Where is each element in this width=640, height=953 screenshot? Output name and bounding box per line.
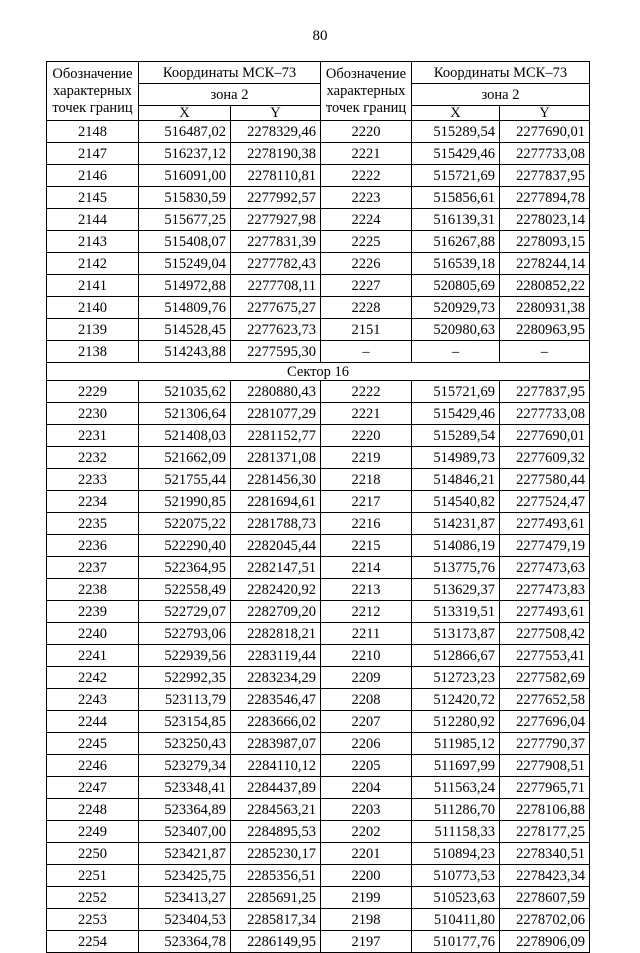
coord-y: 2278906,09 [500,931,590,953]
coord-y: 2277908,51 [500,755,590,777]
coord-x: 520929,73 [412,297,500,319]
coord-x: 523404,53 [139,909,231,931]
point-id: 2249 [47,821,139,843]
table-row [47,799,590,821]
coord-y: 2277927,98 [231,209,321,231]
point-id: 2221 [321,143,412,165]
point-id: 2221 [321,403,412,425]
table-row [47,623,590,645]
coord-x: 513173,87 [412,623,500,645]
coord-x: 511985,12 [412,733,500,755]
coord-x: 514243,88 [139,341,231,363]
coord-y: 2277473,63 [500,557,590,579]
coord-y: 2277992,57 [231,187,321,209]
coord-y: 2281694,61 [231,491,321,513]
coord-y: 2283666,02 [231,711,321,733]
coord-x: 514231,87 [412,513,500,535]
coord-y: 2277553,41 [500,645,590,667]
point-id: 2206 [321,733,412,755]
table-row [47,667,590,689]
coord-x: 520805,69 [412,275,500,297]
table-row [47,755,590,777]
point-id: 2211 [321,623,412,645]
coord-x: 514086,19 [412,535,500,557]
coord-y: 2277690,01 [500,425,590,447]
coord-x: 515249,04 [139,253,231,275]
coord-x: 522939,56 [139,645,231,667]
point-id: 2146 [47,165,139,187]
coord-x: 510773,53 [412,865,500,887]
coord-x: 510523,63 [412,887,500,909]
table-row [47,319,590,341]
point-id: 2222 [321,165,412,187]
point-id: 2212 [321,601,412,623]
table-row [47,209,590,231]
coord-y: 2278702,06 [500,909,590,931]
coord-y: 2277831,39 [231,231,321,253]
coord-x: 522793,06 [139,623,231,645]
point-id: 2224 [321,209,412,231]
table-row [47,535,590,557]
point-id: 2213 [321,579,412,601]
table-row [47,425,590,447]
point-id: 2214 [321,557,412,579]
coord-x: 513629,37 [412,579,500,601]
coord-y: 2277708,11 [231,275,321,297]
header-y: Y [231,106,321,121]
table-row [47,469,590,491]
header-y: Y [500,106,590,121]
point-id: 2247 [47,777,139,799]
coord-y: 2285691,25 [231,887,321,909]
coord-y: 2285356,51 [231,865,321,887]
coord-y: 2277508,42 [500,623,590,645]
coord-x: 512280,92 [412,711,500,733]
point-id: 2219 [321,447,412,469]
coord-x: 512723,23 [412,667,500,689]
coord-x: 511697,99 [412,755,500,777]
coord-x: 514528,45 [139,319,231,341]
coord-y: 2281788,73 [231,513,321,535]
table-row [47,143,590,165]
point-id: 2220 [321,425,412,447]
point-id: 2222 [321,381,412,403]
point-id: 2147 [47,143,139,165]
coord-x: 523413,27 [139,887,231,909]
coord-y: 2283234,29 [231,667,321,689]
coord-y: 2277580,44 [500,469,590,491]
point-id: 2140 [47,297,139,319]
coord-x: 516237,12 [139,143,231,165]
coord-y: 2282818,21 [231,623,321,645]
coord-y: 2281456,30 [231,469,321,491]
table-row [47,231,590,253]
point-id: – [321,341,412,363]
coord-x: 514846,21 [412,469,500,491]
coord-x: 523407,00 [139,821,231,843]
coord-y: 2277524,47 [500,491,590,513]
page-number: 80 [312,28,328,44]
table-row [47,689,590,711]
point-id: 2205 [321,755,412,777]
coord-y: 2277837,95 [500,381,590,403]
coord-x: 515429,46 [412,143,500,165]
table-row [47,601,590,623]
coord-x: 522290,40 [139,535,231,557]
point-id: 2151 [321,319,412,341]
coord-x: 514809,76 [139,297,231,319]
coord-x: 512420,72 [412,689,500,711]
coord-y: 2277675,27 [231,297,321,319]
coord-y: 2278023,14 [500,209,590,231]
coord-x: 522992,35 [139,667,231,689]
coord-y: 2280852,22 [500,275,590,297]
coord-y: 2282709,20 [231,601,321,623]
coord-x: 511286,70 [412,799,500,821]
table-row [47,447,590,469]
point-id: 2216 [321,513,412,535]
point-id: 2223 [321,187,412,209]
coord-x: 511563,24 [412,777,500,799]
point-id: 2251 [47,865,139,887]
table-row [47,645,590,667]
point-id: 2250 [47,843,139,865]
point-id: 2248 [47,799,139,821]
coord-y: 2277690,01 [500,121,590,143]
table-row [47,513,590,535]
coord-x: 523113,79 [139,689,231,711]
coord-y: 2278110,81 [231,165,321,187]
point-id: 2240 [47,623,139,645]
coord-y: 2277595,30 [231,341,321,363]
table-row [47,821,590,843]
coord-y: 2277609,32 [500,447,590,469]
table-row [47,381,590,403]
table-row [47,843,590,865]
header-x: X [139,106,231,121]
coord-y: 2284437,89 [231,777,321,799]
point-id: 2220 [321,121,412,143]
coord-x: 521408,03 [139,425,231,447]
coord-x: 516487,02 [139,121,231,143]
table-row [47,165,590,187]
coord-x: 521662,09 [139,447,231,469]
point-id: 2238 [47,579,139,601]
coord-y: 2277493,61 [500,513,590,535]
point-id: 2143 [47,231,139,253]
table-row [47,579,590,601]
table-row [47,403,590,425]
point-id: 2226 [321,253,412,275]
coord-x: 516139,31 [412,209,500,231]
coord-y: 2285230,17 [231,843,321,865]
point-id: 2235 [47,513,139,535]
coord-x: 515721,69 [412,381,500,403]
coord-x: 522558,49 [139,579,231,601]
coord-x: 515677,25 [139,209,231,231]
table-row [47,711,590,733]
coord-y: 2278423,34 [500,865,590,887]
coord-x: 516267,88 [412,231,500,253]
point-id: 2252 [47,887,139,909]
coord-x: 521755,44 [139,469,231,491]
point-id: 2208 [321,689,412,711]
point-id: 2236 [47,535,139,557]
coord-x: 514972,88 [139,275,231,297]
coord-x: 523364,89 [139,799,231,821]
coord-x: 515289,54 [412,121,500,143]
coord-y: 2277652,58 [500,689,590,711]
header-point-label: Обозначение характерных точек границ [321,62,412,121]
point-id: 2139 [47,319,139,341]
coord-x: – [412,341,500,363]
table-row [47,557,590,579]
table-row [47,253,590,275]
coord-x: 515830,59 [139,187,231,209]
point-id: 2237 [47,557,139,579]
sector-row [47,363,590,381]
coord-y: 2277965,71 [500,777,590,799]
coord-x: 523425,75 [139,865,231,887]
coord-x: 522364,95 [139,557,231,579]
point-id: 2207 [321,711,412,733]
coord-y: 2280931,38 [500,297,590,319]
coord-y: 2277790,37 [500,733,590,755]
coord-x: 510894,23 [412,843,500,865]
coord-y: 2282420,92 [231,579,321,601]
coord-x: 523348,41 [139,777,231,799]
point-id: 2246 [47,755,139,777]
header-zone: зона 2 [139,84,321,106]
point-id: 2145 [47,187,139,209]
coord-y: 2280963,95 [500,319,590,341]
coord-y: 2277623,73 [231,319,321,341]
coord-y: 2277696,04 [500,711,590,733]
point-id: 2204 [321,777,412,799]
coord-y: 2278177,25 [500,821,590,843]
point-id: 2245 [47,733,139,755]
coord-y: 2278607,59 [500,887,590,909]
coord-y: 2281371,08 [231,447,321,469]
table-row [47,187,590,209]
coord-x: 511158,33 [412,821,500,843]
point-id: 2227 [321,275,412,297]
coord-x: 521990,85 [139,491,231,513]
point-id: 2142 [47,253,139,275]
coord-x: 523279,34 [139,755,231,777]
coord-x: 515721,69 [412,165,500,187]
point-id: 2229 [47,381,139,403]
coord-y: 2278190,38 [231,143,321,165]
coord-y: – [500,341,590,363]
point-id: 2201 [321,843,412,865]
header-coords-title: Координаты МСК–73 [139,62,321,84]
point-id: 2241 [47,645,139,667]
point-id: 2225 [321,231,412,253]
point-id: 2228 [321,297,412,319]
point-id: 2197 [321,931,412,953]
coord-y: 2283987,07 [231,733,321,755]
coord-y: 2277782,43 [231,253,321,275]
point-id: 2203 [321,799,412,821]
coord-x: 515289,54 [412,425,500,447]
header-coords-title: Координаты МСК–73 [412,62,590,84]
coord-y: 2284563,21 [231,799,321,821]
coord-x: 515856,61 [412,187,500,209]
coord-y: 2281152,77 [231,425,321,447]
header-zone: зона 2 [412,84,590,106]
point-id: 2217 [321,491,412,513]
table-row [47,491,590,513]
header-x: X [412,106,500,121]
coord-x: 522075,22 [139,513,231,535]
coord-x: 510411,80 [412,909,500,931]
table-row [47,121,590,143]
coord-y: 2277894,78 [500,187,590,209]
point-id: 2144 [47,209,139,231]
coord-x: 516539,18 [412,253,500,275]
point-id: 2233 [47,469,139,491]
point-id: 2198 [321,909,412,931]
coord-x: 520980,63 [412,319,500,341]
point-id: 2148 [47,121,139,143]
header-point-label: Обозначение характерных точек границ [47,62,139,121]
point-id: 2231 [47,425,139,447]
coord-x: 513775,76 [412,557,500,579]
coord-x: 515429,46 [412,403,500,425]
coord-x: 521306,64 [139,403,231,425]
point-id: 2244 [47,711,139,733]
table-row [47,733,590,755]
coord-y: 2278244,14 [500,253,590,275]
coord-y: 2277837,95 [500,165,590,187]
point-id: 2138 [47,341,139,363]
coord-y: 2283119,44 [231,645,321,667]
point-id: 2242 [47,667,139,689]
point-id: 2199 [321,887,412,909]
coord-x: 515408,07 [139,231,231,253]
point-id: 2232 [47,447,139,469]
coord-x: 523154,85 [139,711,231,733]
point-id: 2200 [321,865,412,887]
coord-y: 2278093,15 [500,231,590,253]
table-row [47,887,590,909]
table-row [47,909,590,931]
coord-y: 2284895,53 [231,821,321,843]
coord-x: 510177,76 [412,931,500,953]
coord-y: 2277473,83 [500,579,590,601]
coord-x: 512866,67 [412,645,500,667]
coord-y: 2286149,95 [231,931,321,953]
coord-y: 2277733,08 [500,403,590,425]
table-row [47,297,590,319]
table-row [47,777,590,799]
point-id: 2234 [47,491,139,513]
coord-x: 523421,87 [139,843,231,865]
coord-x: 523364,78 [139,931,231,953]
coord-y: 2281077,29 [231,403,321,425]
coord-x: 516091,00 [139,165,231,187]
point-id: 2230 [47,403,139,425]
point-id: 2202 [321,821,412,843]
point-id: 2210 [321,645,412,667]
table-row [47,275,590,297]
table-row [47,931,590,953]
coord-x: 523250,43 [139,733,231,755]
coord-y: 2277582,69 [500,667,590,689]
coord-y: 2278329,46 [231,121,321,143]
point-id: 2254 [47,931,139,953]
point-id: 2218 [321,469,412,491]
coord-x: 521035,62 [139,381,231,403]
point-id: 2141 [47,275,139,297]
coord-y: 2282045,44 [231,535,321,557]
coord-x: 513319,51 [412,601,500,623]
coord-y: 2277733,08 [500,143,590,165]
point-id: 2253 [47,909,139,931]
coord-y: 2285817,34 [231,909,321,931]
table-row [47,341,590,363]
point-id: 2209 [321,667,412,689]
point-id: 2239 [47,601,139,623]
coord-y: 2277493,61 [500,601,590,623]
coord-y: 2280880,43 [231,381,321,403]
coord-y: 2284110,12 [231,755,321,777]
coord-x: 514540,82 [412,491,500,513]
coord-y: 2277479,19 [500,535,590,557]
coord-x: 514989,73 [412,447,500,469]
point-id: 2243 [47,689,139,711]
point-id: 2215 [321,535,412,557]
coord-x: 522729,07 [139,601,231,623]
coordinates-table [46,61,590,953]
table-row [47,865,590,887]
sector-label: Сектор 16 [47,363,590,381]
coord-y: 2282147,51 [231,557,321,579]
coord-y: 2278106,88 [500,799,590,821]
coord-y: 2278340,51 [500,843,590,865]
coord-y: 2283546,47 [231,689,321,711]
